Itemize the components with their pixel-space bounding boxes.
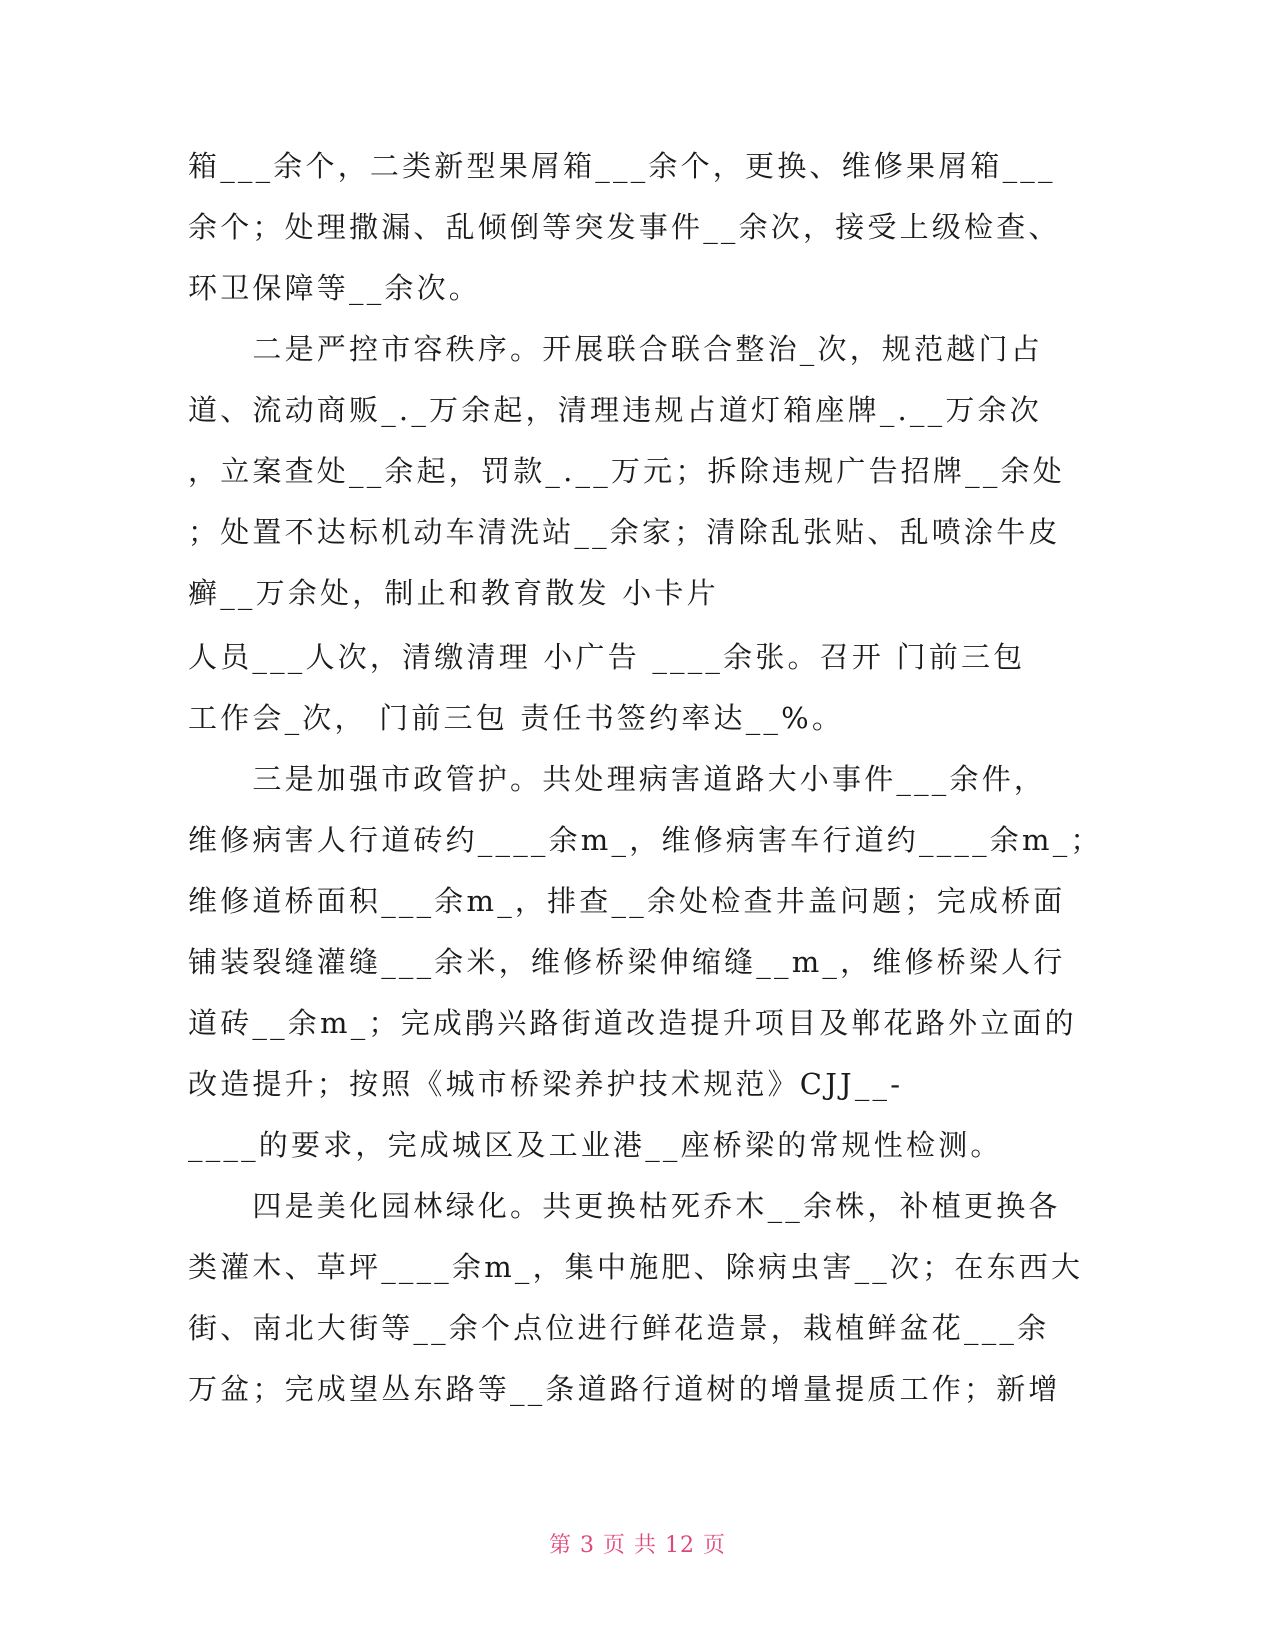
text-line: 维修道桥面积___余m_，排查__余处检查井盖问题；完成桥面 (188, 884, 1066, 918)
text-line: 人员___人次，清缴清理 小广告 ____余张。召开 门前三包 (188, 640, 1026, 674)
text-line: 工作会_次， 门前三包 责任书签约率达__%。 (188, 701, 845, 735)
text-line: 环卫保障等__余次。 (188, 271, 482, 305)
text-line: ；处置不达标机动车清洗站__余家；清除乱张贴、乱喷涂牛皮 (188, 515, 1061, 549)
text-line: 癣__万余处，制止和教育散发 小卡片 (188, 576, 719, 610)
text-line: 二是严控市容秩序。开展联合联合整治_次，规范越门占 (188, 332, 1043, 366)
text-line: 道砖__余m_；完成鹃兴路街道改造提升项目及郸花路外立面的 (188, 1006, 1077, 1040)
text-line: 改造提升；按照《城市桥梁养护技术规范》CJJ__- (188, 1067, 904, 1101)
text-line: ____的要求，完成城区及工业港__座桥梁的常规性检测。 (188, 1128, 1003, 1162)
text-line: 道、流动商贩_._万余起，清理违规占道灯箱座牌_.__万余次 (188, 393, 1042, 427)
text-line: 街、南北大街等__余个点位进行鲜花造景，栽植鲜盆花___余 (188, 1311, 1050, 1345)
text-line: 四是美化园林绿化。共更换枯死乔木__余株，补植更换各 (188, 1189, 1061, 1223)
text-line: 维修病害人行道砖约____余m_，维修病害车行道约____余m_； (188, 823, 1103, 857)
text-line: 箱___余个，二类新型果屑箱___余个，更换、维修果屑箱___ (188, 149, 1056, 183)
text-line: 三是加强市政管护。共处理病害道路大小事件___余件， (188, 762, 1047, 796)
text-line: ，立案查处__余起，罚款_.__万元；拆除违规广告招牌__余处 (188, 454, 1065, 488)
text-line: 类灌木、草坪____余m_，集中施肥、除病虫害__次；在东西大 (188, 1250, 1084, 1284)
text-line: 万盆；完成望丛东路等__条道路行道树的增量提质工作；新增 (188, 1372, 1061, 1406)
text-line: 铺装裂缝灌缝___余米，维修桥梁伸缩缝__m_，维修桥梁人行 (188, 945, 1066, 979)
text-line: 余个；处理撒漏、乱倾倒等突发事件__余次，接受上级检查、 (188, 210, 1061, 244)
page-number-footer: 第 3 页 共 12 页 (549, 1533, 726, 1558)
